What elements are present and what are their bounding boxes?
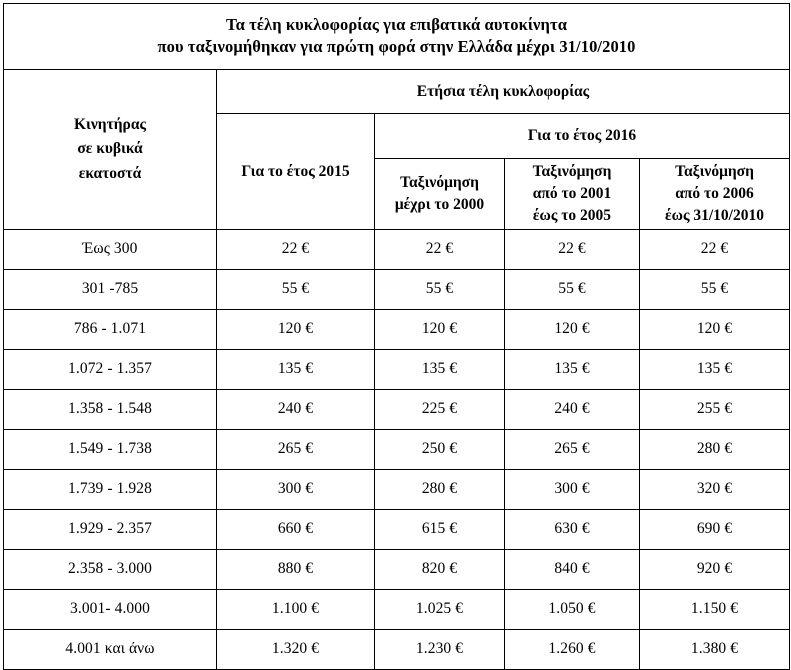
amount-2006-2010-cell: 255 € (640, 390, 790, 430)
header-classification-2001-2005 (505, 159, 640, 230)
amount-until-2000-cell: 225 € (375, 390, 505, 430)
amount-2001-2005-cell: 630 € (505, 510, 640, 550)
cc-range-cell: 4.001 και άνω (4, 630, 217, 670)
amount-2015-cell: 660 € (217, 510, 375, 550)
table-row (4, 230, 790, 270)
amount-2006-2010-cell: 920 € (640, 550, 790, 590)
header-year-2015: Για το έτος 2015 (217, 114, 375, 230)
amount-2015-cell: 240 € (217, 390, 375, 430)
amount-until-2000-cell: 1.025 € (375, 590, 505, 630)
header-class-2006-2010-line-3: έως 31/10/2010 (665, 207, 764, 224)
amount-2001-2005-cell: 1.260 € (505, 630, 640, 670)
header-classification-until-2000 (375, 159, 505, 230)
header-row-annual (4, 70, 790, 114)
amount-2001-2005-cell: 265 € (505, 430, 640, 470)
cc-range-cell: 1.072 - 1.357 (4, 350, 217, 390)
table-title-row (4, 4, 790, 70)
header-class-2001-2005-line-1: Ταξινόμηση (532, 163, 612, 180)
amount-until-2000-cell: 280 € (375, 470, 505, 510)
table-row (4, 430, 790, 470)
cc-range-cell: 1.929 - 2.357 (4, 510, 217, 550)
header-class-until-2000-line-1: Ταξινόμηση (400, 174, 479, 191)
header-class-until-2000-line-2: μέχρι το 2000 (394, 196, 485, 213)
amount-2001-2005-cell: 1.050 € (505, 590, 640, 630)
amount-2015-cell: 265 € (217, 430, 375, 470)
header-class-2006-2010-line-1: Ταξινόμηση (675, 163, 754, 180)
header-class-2006-2010-line-2: από το 2006 (675, 185, 754, 202)
amount-2015-cell: 300 € (217, 470, 375, 510)
amount-2001-2005-cell: 22 € (505, 230, 640, 270)
amount-2001-2005-cell: 135 € (505, 350, 640, 390)
table-row (4, 590, 790, 630)
amount-2015-cell: 1.100 € (217, 590, 375, 630)
cc-range-cell: 1.739 - 1.928 (4, 470, 217, 510)
table-row (4, 390, 790, 430)
table-row (4, 350, 790, 390)
amount-2006-2010-cell: 55 € (640, 270, 790, 310)
table-row (4, 470, 790, 510)
amount-2006-2010-cell: 1.380 € (640, 630, 790, 670)
amount-2001-2005-cell: 120 € (505, 310, 640, 350)
amount-2006-2010-cell: 1.150 € (640, 590, 790, 630)
amount-until-2000-cell: 1.230 € (375, 630, 505, 670)
amount-2015-cell: 55 € (217, 270, 375, 310)
header-year-2016: Για το έτος 2016 (375, 114, 790, 159)
amount-2001-2005-cell: 840 € (505, 550, 640, 590)
amount-2001-2005-cell: 300 € (505, 470, 640, 510)
amount-2015-cell: 135 € (217, 350, 375, 390)
amount-until-2000-cell: 55 € (375, 270, 505, 310)
amount-until-2000-cell: 120 € (375, 310, 505, 350)
amount-2015-cell: 22 € (217, 230, 375, 270)
cc-range-cell: 3.001- 4.000 (4, 590, 217, 630)
header-engine-line-1: Κινητήρας (73, 116, 147, 134)
amount-2006-2010-cell: 22 € (640, 230, 790, 270)
table-row (4, 310, 790, 350)
amount-2006-2010-cell: 120 € (640, 310, 790, 350)
cc-range-cell: 2.358 - 3.000 (4, 550, 217, 590)
amount-until-2000-cell: 22 € (375, 230, 505, 270)
table-row (4, 630, 790, 670)
amount-2006-2010-cell: 135 € (640, 350, 790, 390)
amount-2001-2005-cell: 240 € (505, 390, 640, 430)
table-row (4, 510, 790, 550)
amount-until-2000-cell: 135 € (375, 350, 505, 390)
cc-range-cell: Έως 300 (4, 230, 217, 270)
header-class-2001-2005-line-3: έως το 2005 (532, 207, 612, 224)
table-title-line-1: Τα τέλη κυκλοφορίας για επιβατικά αυτοκίνητα (226, 14, 567, 34)
header-engine-displacement (4, 70, 217, 230)
amount-2015-cell: 1.320 € (217, 630, 375, 670)
cc-range-cell: 301 -785 (4, 270, 217, 310)
amount-until-2000-cell: 615 € (375, 510, 505, 550)
table-title (4, 4, 790, 70)
table-row (4, 550, 790, 590)
header-engine-line-3: εκατοστά (78, 164, 142, 182)
header-classification-2006-2010 (640, 159, 790, 230)
table-title-line-2: που ταξινομήθηκαν για πρώτη φορά στην Ελλάδα μέχρι 31/10/2010 (157, 36, 636, 56)
cc-range-cell: 1.549 - 1.738 (4, 430, 217, 470)
header-annual-circulation-fees: Ετήσια τέλη κυκλοφορίας (217, 70, 790, 114)
amount-until-2000-cell: 820 € (375, 550, 505, 590)
table-row (4, 270, 790, 310)
vehicle-circulation-tax-table (3, 3, 790, 670)
amount-2006-2010-cell: 690 € (640, 510, 790, 550)
amount-until-2000-cell: 250 € (375, 430, 505, 470)
amount-2001-2005-cell: 55 € (505, 270, 640, 310)
amount-2006-2010-cell: 320 € (640, 470, 790, 510)
header-class-2001-2005-line-2: από το 2001 (532, 185, 612, 202)
cc-range-cell: 786 - 1.071 (4, 310, 217, 350)
tax-table-page (0, 3, 791, 658)
amount-2015-cell: 880 € (217, 550, 375, 590)
cc-range-cell: 1.358 - 1.548 (4, 390, 217, 430)
amount-2006-2010-cell: 280 € (640, 430, 790, 470)
header-engine-line-2: σε κυβικά (77, 140, 143, 158)
amount-2015-cell: 120 € (217, 310, 375, 350)
